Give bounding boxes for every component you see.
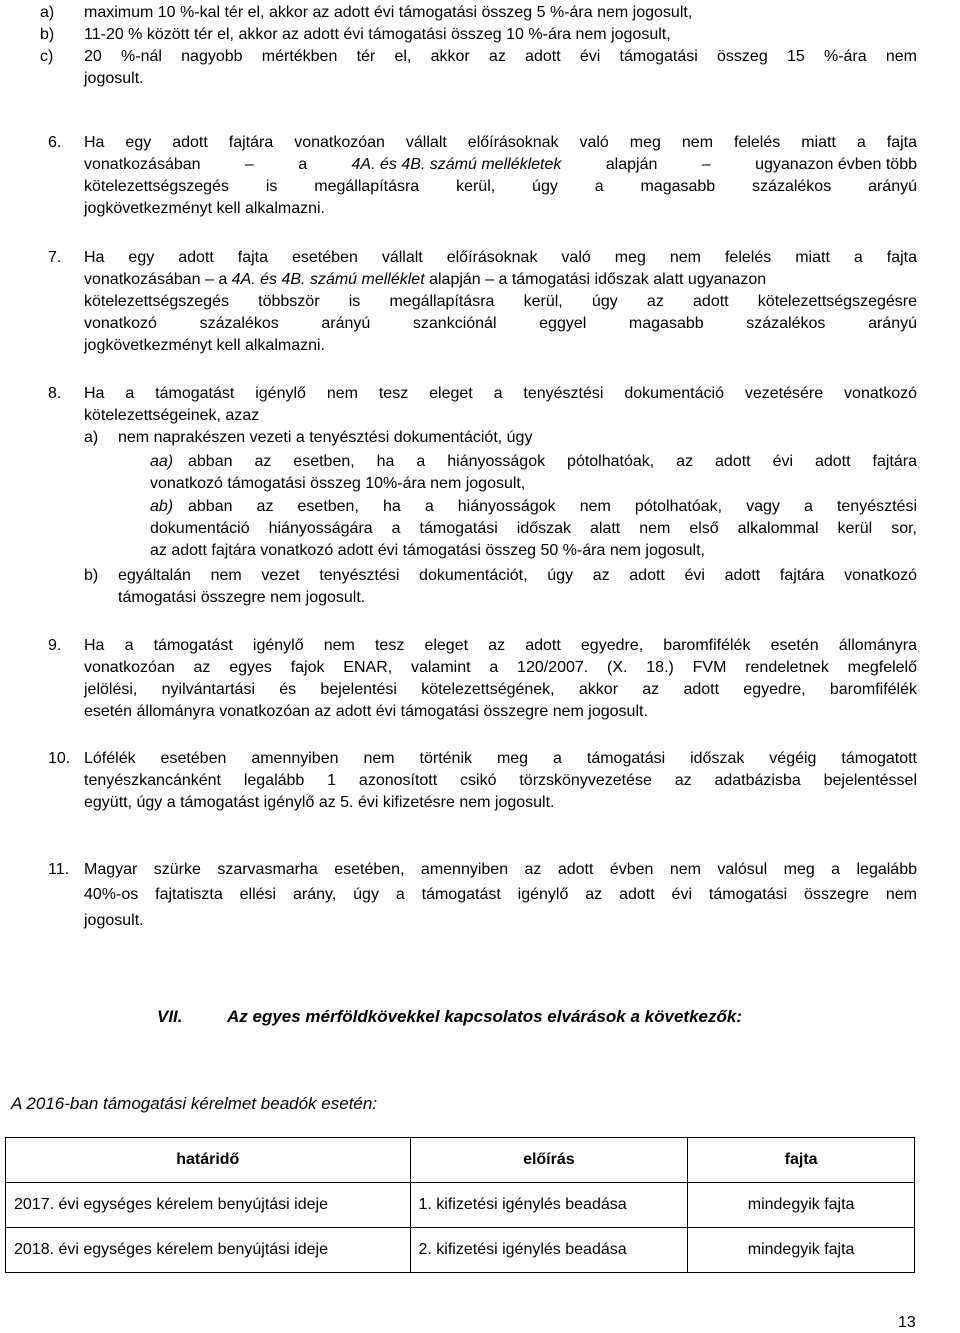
paragraph-line: jogkövetkezményt kell alkalmazni. (84, 337, 325, 354)
paragraph-line: jelölési, nyilvántartási és bejelentési kötelezettségének, akkor az adott egyedre, baromfifélék (84, 681, 917, 698)
text-span: vonatkozásában (84, 156, 201, 173)
dash: – (701, 156, 711, 173)
list-item: 11-20 % között tér el, akkor az adott évi támogatási összeg 10 %-ára nem jogosult, (84, 26, 671, 43)
text-span: vonatkozásában – a (84, 271, 232, 288)
paragraph-number: 6. (48, 134, 62, 151)
list-label: c) (40, 48, 54, 65)
sublist-line: vonatkozó támogatási összeg 10%-ára nem jogosult, (150, 475, 526, 492)
list-label: a) (40, 4, 55, 21)
column-header: fajta (688, 1138, 915, 1183)
paragraph-line: Ha a támogatást igénylő nem tesz eleget az adott egyedre, baromfifélék esetén állományra (84, 637, 917, 654)
paragraph-line: jogosult. (84, 912, 144, 929)
list-item: egyáltalán nem vezet tenyésztési dokumentációt, úgy az adott évi adott fajtára vonatkozó (118, 567, 917, 584)
text-span: alapján (605, 156, 658, 173)
table-cell: mindegyik fajta (688, 1228, 915, 1273)
page-number: 13 (898, 1314, 916, 1331)
text-span: alapján – a támogatási időszak alatt ugyanazon (424, 271, 767, 288)
milestone-table (5, 1137, 915, 1273)
sublist-line: abban az esetben, ha a hiányosságok pótolhatóak, az adott évi adott fajtára (188, 453, 917, 470)
list-item: maximum 10 %-kal tér el, akkor az adott évi támogatási összeg 5 %-ára nem jogosult, (84, 4, 693, 21)
paragraph-number: 8. (48, 385, 62, 402)
list-item: nem naprakészen vezeti a tenyésztési dokumentációt, úgy (118, 429, 533, 446)
paragraph-line: esetén állományra vonatkozóan az adott évi támogatási összegre nem jogosult. (84, 703, 648, 720)
paragraph-line: Lófélék esetében amennyiben nem történik meg a támogatási időszak végéig támogatott (84, 750, 917, 767)
paragraph-line: Magyar szürke szarvasmarha esetében, amennyiben az adott évben nem valósul meg a legalább (84, 861, 917, 878)
table-cell: 2. kifizetési igénylés beadása (410, 1228, 688, 1273)
column-header: előírás (410, 1138, 688, 1183)
column-header: határidő (6, 1138, 411, 1183)
annex-reference: 4A. és 4B. számú mellékletek (351, 156, 562, 173)
paragraph-line (84, 154, 917, 176)
annex-reference: 4A. és 4B. számú melléklet (231, 271, 425, 288)
paragraph-line: Ha a támogatást igénylő nem tesz eleget a tenyésztési dokumentáció vezetésére vonatkozó (84, 385, 917, 402)
table-row (6, 1228, 915, 1273)
paragraph-number: 10. (48, 750, 71, 767)
table-cell: 1. kifizetési igénylés beadása (410, 1183, 688, 1228)
table-cell: 2017. évi egységes kérelem benyújtási ideje (6, 1183, 411, 1228)
list-label: b) (84, 567, 99, 584)
paragraph-number: 11. (48, 861, 70, 878)
paragraph-line: Ha egy adott fajtára vonatkozóan vállalt előírásoknak való meg nem felelés miatt a fajta (84, 134, 917, 151)
sublist-label: ab) (150, 498, 174, 515)
section-title: Az egyes mérföldkövekkel kapcsolatos elvárások a következők: (227, 1007, 742, 1026)
paragraph-line: együtt, úgy a támogatást igénylő az 5. évi kifizetésre nem jogosult. (84, 794, 555, 811)
paragraph-number: 9. (48, 637, 62, 654)
section-number: VII. (157, 1007, 183, 1026)
paragraph-number: 7. (48, 249, 62, 266)
table-cell: 2018. évi egységes kérelem benyújtási ideje (6, 1228, 411, 1273)
text-span: ugyanazon évben több (755, 156, 917, 173)
paragraph-line: kötelezettségszegés többször is megállapításra kerül, úgy az adott kötelezettségszegésre (84, 293, 917, 310)
dash: – (244, 156, 254, 173)
list-item: 20 %-nál nagyobb mértékben tér el, akkor az adott évi támogatási összeg 15 %-ára nem (84, 48, 917, 65)
sublist-line: dokumentáció hiányosságára a támogatási időszak alatt nem első alkalommal kerül sor, (150, 520, 917, 537)
sublist-line: abban az esetben, ha a hiányosságok nem pótolhatóak, vagy a tenyésztési (188, 498, 917, 515)
list-label: b) (40, 26, 55, 43)
sublist-line: az adott fajtára vonatkozó adott évi támogatási összeg 50 %-ára nem jogosult, (150, 542, 705, 559)
paragraph-line: vonatkozóan az egyes fajok ENAR, valamint a 120/2007. (X. 18.) FVM rendeletnek megfelelő (84, 659, 917, 676)
table-cell: mindegyik fajta (688, 1183, 915, 1228)
paragraph-line: kötelezettségeinek, azaz (84, 407, 260, 424)
list-item: jogosult. (84, 70, 144, 87)
paragraph-line: Ha egy adott fajta esetében vállalt előírásoknak való meg nem felelés miatt a fajta (84, 249, 917, 266)
paragraph-line: kötelezettségszegés is megállapításra kerül, úgy a magasabb százalékos arányú (84, 178, 917, 195)
table-header-row (6, 1138, 915, 1183)
paragraph-line (84, 269, 917, 291)
subheading: A 2016-ban támogatási kérelmet beadók esetén: (11, 1094, 378, 1113)
text-span: a (298, 156, 308, 173)
paragraph-line: jogkövetkezményt kell alkalmazni. (84, 200, 325, 217)
sublist-label: aa) (150, 453, 174, 470)
table-row (6, 1183, 915, 1228)
list-item: támogatási összegre nem jogosult. (118, 589, 366, 606)
paragraph-line: tenyészkancánként legalább 1 azonosított csikó törzskönyvezetése az adatbázisba bejelentéssel (84, 772, 917, 789)
paragraph-line: vonatkozó százalékos arányú szankciónál eggyel magasabb százalékos arányú (84, 315, 917, 332)
list-label: a) (84, 429, 99, 446)
paragraph-line: 40%-os fajtatiszta ellési arány, úgy a támogatást igénylő az adott évi támogatási összegre nem (84, 886, 917, 903)
